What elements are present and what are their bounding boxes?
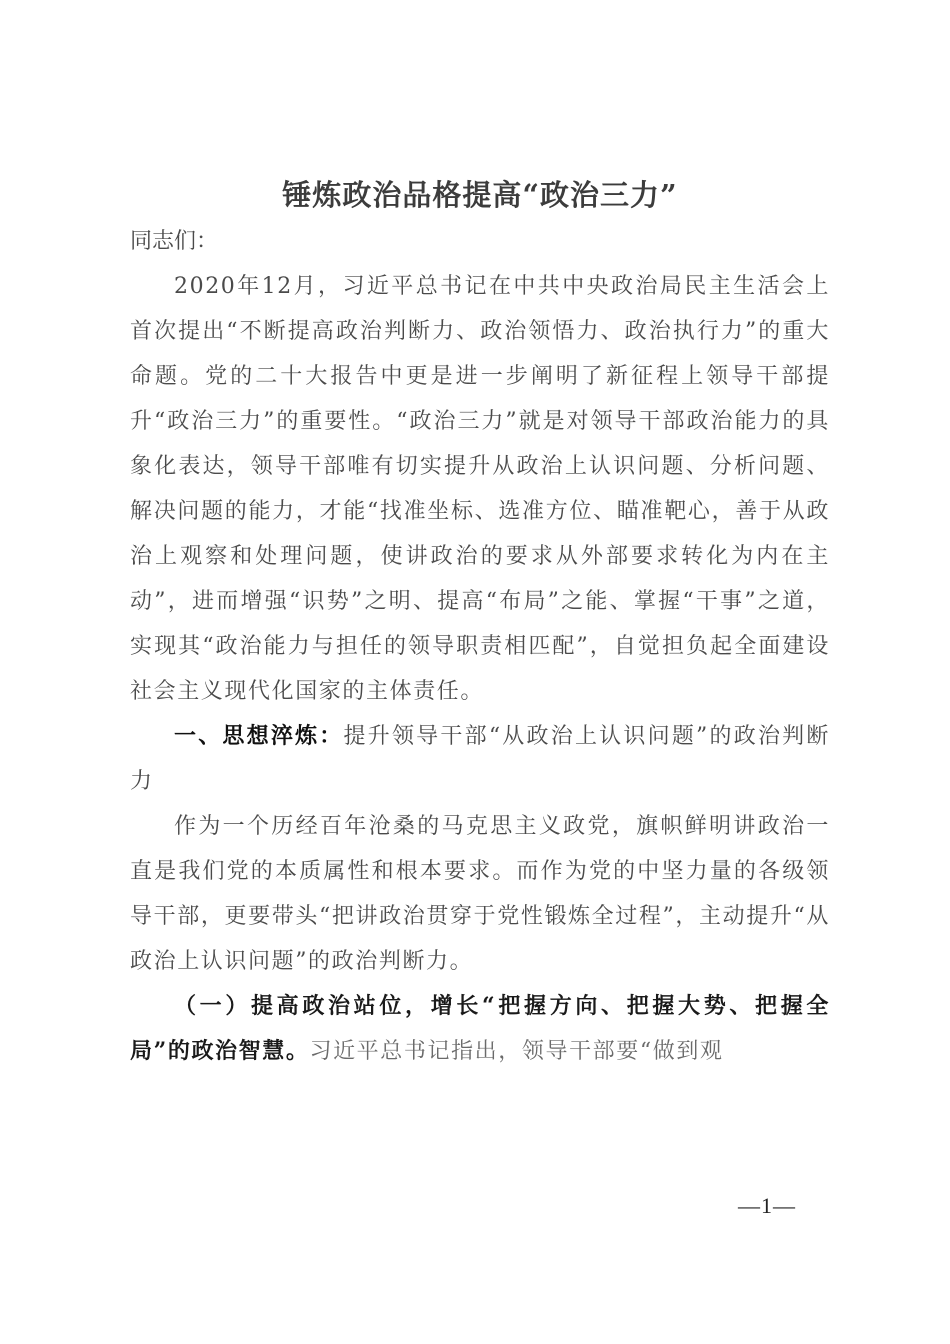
paragraph-intro: 2020年12月，习近平总书记在中共中央政治局民主生活会上首次提出“不断提高政治判断力、政治领悟力、政治执行力”的重大命题。党的二十大报告中更是进一步阐明了新征程上领导干部提升“政治三力”的重要性。“政治三力”就是对领导干部政治能力的具象化表达，领导干部唯有切实提升从政治上认识问题、分析问题、解决问题的能力，才能“找准坐标、选准方位、瞄准靶心，善于从政治上观察和处理问题，使讲政治的要求从外部要求转化为内在主动”，进而增强“识势”之明、提高“布局”之能、掌握“干事”之道，实现其“政治能力与担任的领导职责相匹配”，自觉担负起全面建设社会主义现代化国家的主体责任。 [130, 274, 830, 704]
section-heading-label: 一、思想淬炼： [174, 724, 344, 749]
subsection-paragraph-1 [130, 984, 830, 1074]
subsection-heading: （一）提高政治站位，增长“把握方向、把握大势、把握全局”的政治智慧。 [130, 993, 830, 1064]
salutation: 同志们： [130, 229, 219, 254]
page-number: —1— [738, 1193, 796, 1218]
section-heading-text: 提升领导干部“从政治上认识问题”的政治判断力 [130, 724, 830, 794]
document-body [130, 170, 830, 1074]
paragraph-section-1: 作为一个历经百年沧桑的马克思主义政党，旗帜鲜明讲政治一直是我们党的本质属性和根本要求。而作为党的中坚力量的各级领导干部，更要带头“把讲政治贯穿于党性锻炼全过程”，主动提升“从政治上认识问题”的政治判断力。 [130, 814, 830, 974]
section-heading-1 [130, 714, 830, 804]
subsection-text: 习近平总书记指出，领导干部要“做到观 [309, 1039, 724, 1064]
document-title: 锤炼政治品格提高“政治三力” [282, 178, 678, 212]
